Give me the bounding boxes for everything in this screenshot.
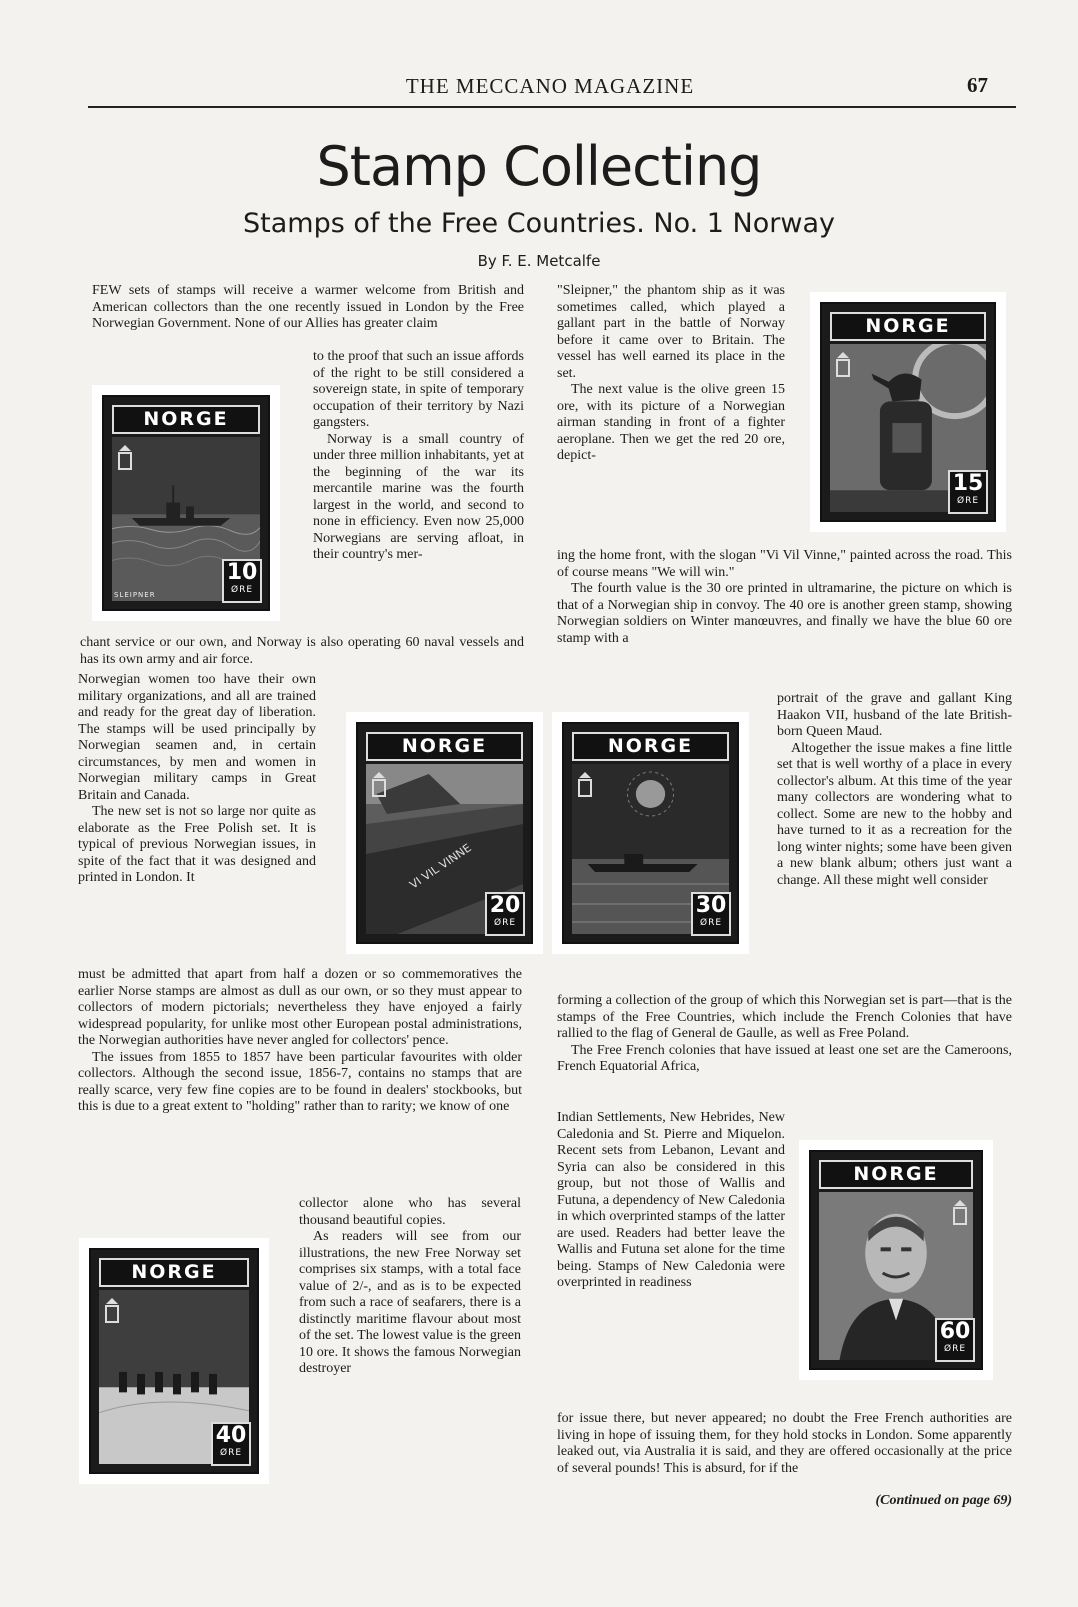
paragraph: The next value is the olive green 15 ore, with its picture of a Norwegian airman standing in front of a fighter aeroplane. Then we get the red 20 ore, depict-	[557, 382, 785, 463]
text-block	[557, 283, 785, 465]
paragraph: As readers will see from our illustrations, the new Free Norway set comprises six stamps, with a total face value of 2/-, and as is to be expected from such a race of seafarers, there is a distinctly maritime flavour about most of the set. The lowest value is the green 10 ore. It shows the famous Norwegian destroyer	[299, 1229, 521, 1376]
currency-label: ØRE	[493, 918, 517, 928]
stamp-frame	[102, 395, 270, 611]
norge-label: NORGE	[366, 732, 523, 761]
value-tablet	[935, 1318, 975, 1362]
norge-label: NORGE	[99, 1258, 249, 1287]
paragraph: collector alone who has several thousand beautiful copies.	[299, 1196, 521, 1228]
text-block	[557, 548, 1012, 647]
currency-label: ØRE	[219, 1448, 243, 1458]
paragraph: must be admitted that apart from half a dozen or so commemoratives the earlier Norse stamps are almost as dull as our own, or so they must appear to collectors of modern pictorials; nevertheless they have enjoyed a fairly widespread popularity, for unlike most other European postal administrations, the Norwegian authorities have never angled for collectors' pence.	[78, 967, 522, 1048]
stamp-value: 15	[952, 471, 984, 496]
page-number: 67	[967, 73, 988, 97]
paragraph: "Sleipner," the phantom ship as it was sometimes called, which played a gallant part in the battle of Norway before it came over to Britain. The vessel has well earned its place in the set.	[557, 283, 785, 381]
crown-crest-icon	[370, 770, 388, 798]
stamp-value: 60	[939, 1319, 971, 1344]
paragraph: to the proof that such an issue affords of the right to be still considered a sovereign state, in spite of temporary occupation of their territory by Nazi gangsters.	[313, 349, 524, 430]
stamp-40-ore	[79, 1238, 269, 1484]
paragraph: for issue there, but never appeared; no doubt the Free French authorities are living in hope of issuing them, for they hold stocks in London. Some apparently leaked out, via Australia it is said, and they are offered occasionally at the price of several pounds! This is absurd, for if the	[557, 1411, 1012, 1476]
paragraph: Norway is a small country of under three million inhabitants, yet at the beginning of the war its mercantile marine was the fourth largest in the world, and second to none in efficiency. Even now 25,000 Norwegians are serving afloat, in their country's mer-	[313, 431, 524, 562]
value-tablet	[485, 892, 525, 936]
value-tablet	[211, 1422, 251, 1466]
paragraph: portrait of the grave and gallant King Haakon VII, husband of the late British-born Queen Maud.	[777, 691, 1012, 739]
text-block	[80, 635, 524, 668]
text-block-intro	[92, 283, 524, 333]
article-title: Stamp Collecting	[316, 135, 762, 198]
crown-crest-icon	[951, 1198, 969, 1226]
value-tablet	[691, 892, 731, 936]
text-block	[299, 1196, 521, 1378]
stamp-20-ore	[346, 712, 543, 954]
norge-label: NORGE	[112, 405, 260, 434]
text-block	[557, 1411, 1012, 1477]
stamp-frame	[562, 722, 739, 944]
currency-label: ØRE	[230, 585, 254, 595]
text-block	[557, 1110, 785, 1292]
stamp-60-ore	[799, 1140, 993, 1380]
norge-label: NORGE	[572, 732, 729, 761]
magazine-title: THE MECCANO MAGAZINE	[405, 74, 695, 98]
text-block	[777, 691, 1012, 889]
continued-note: (Continued on page 69)	[875, 1493, 1012, 1508]
paragraph: The fourth value is the 30 ore printed in ultramarine, the picture on which is that of a Norwegian ship in convoy. The 40 ore is another green stamp, showing Norwegian soldiers on Winter manœuvres, and finally we have the blue 60 ore stamp with a	[557, 581, 1012, 646]
currency-label: ØRE	[699, 918, 723, 928]
norge-label: NORGE	[819, 1160, 973, 1189]
paragraph: FEW sets of stamps will receive a warmer welcome from British and American collectors than the one recently issued in London by the Free Norwegian Government. None of our Allies has greater claim	[92, 283, 524, 331]
running-head	[80, 74, 1020, 104]
stamp-frame	[809, 1150, 983, 1370]
value-tablet	[948, 470, 988, 514]
paragraph: The Free French colonies that have issued at least one set are the Cameroons, French Equatorial Africa,	[557, 1042, 1012, 1074]
crown-crest-icon	[834, 350, 852, 378]
stamp-frame	[89, 1248, 259, 1474]
paragraph: Indian Settlements, New Hebrides, New Caledonia and St. Pierre and Miquelon. Recent sets from Lebanon, Levant and Syria can also be considered in this group, but not those of Wallis and Futuna, a dependency of New Caledonia in which overprinted stamps of the latter are used. Readers had better leave the Wallis and Futuna set alone for the time being. Stamps of New Caledonia were overprinted in readiness	[557, 1110, 785, 1290]
header-rule	[88, 106, 1016, 108]
stamp-30-ore	[552, 712, 749, 954]
text-block	[557, 993, 1012, 1076]
text-block	[313, 349, 524, 564]
ship-name-label: SLEIPNER	[114, 591, 156, 599]
currency-label: ØRE	[943, 1344, 967, 1354]
stamp-frame	[820, 302, 996, 522]
byline: By F. E. Metcalfe	[477, 252, 601, 270]
norge-label: NORGE	[830, 312, 986, 341]
value-tablet	[222, 559, 262, 603]
crown-crest-icon	[116, 443, 134, 471]
stamp-frame	[356, 722, 533, 944]
paragraph: forming a collection of the group of which this Norwegian set is part—that is the stamps of the Free Countries, which include the French Colonies that have rallied to the flag of General de Gaulle, as well as Free Poland.	[557, 993, 1012, 1041]
text-block	[78, 967, 522, 1116]
stamp-value: 20	[489, 893, 521, 918]
currency-label: ØRE	[956, 496, 980, 506]
crown-crest-icon	[576, 770, 594, 798]
slogan-text: VI VIL VINNE	[407, 841, 474, 892]
paragraph: The issues from 1855 to 1857 have been particular favourites with older collectors. Although the second issue, 1856-7, contains no stamps that are really scarce, very few fine copies are to be found in dealers' stockbooks, but this is due to a great extent to "holding" rather than to rarity; we know of one	[78, 1049, 522, 1114]
paragraph: Norwegian women too have their own military organizations, and all are trained and ready for the great day of liberation. The stamps will be used principally by Norwegian seamen and, in certain circumstances, by men and women in Norwegian military camps in Great Britain and Canada.	[78, 672, 316, 803]
stamp-value: 10	[226, 560, 258, 585]
stamp-value: 40	[215, 1423, 247, 1448]
text-block	[78, 672, 316, 887]
paragraph: ing the home front, with the slogan "Vi Vil Vinne," painted across the road. This of course means "We will win."	[557, 548, 1012, 580]
stamp-10-ore	[92, 385, 280, 621]
crown-crest-icon	[103, 1296, 121, 1324]
paragraph: The new set is not so large nor quite as elaborate as the Free Polish set. It is typical of previous Norwegian issues, in spite of the fact that it was designed and printed in London. It	[78, 804, 316, 885]
paragraph: Altogether the issue makes a fine little set that is well worthy of a place in every collector's album. At this time of the year many collectors are wondering what to collect. Some are new to the hobby and have turned to it as a recreation for the long winter nights; some have been given a new blank album; others just want a change. All these might well consider	[777, 740, 1012, 888]
stamp-15-ore	[810, 292, 1006, 532]
article-subtitle: Stamps of the Free Countries. No. 1 Norway	[243, 208, 835, 239]
stamp-value: 30	[695, 893, 727, 918]
paragraph: chant service or our own, and Norway is also operating 60 naval vessels and has its own army and air force.	[80, 635, 524, 667]
